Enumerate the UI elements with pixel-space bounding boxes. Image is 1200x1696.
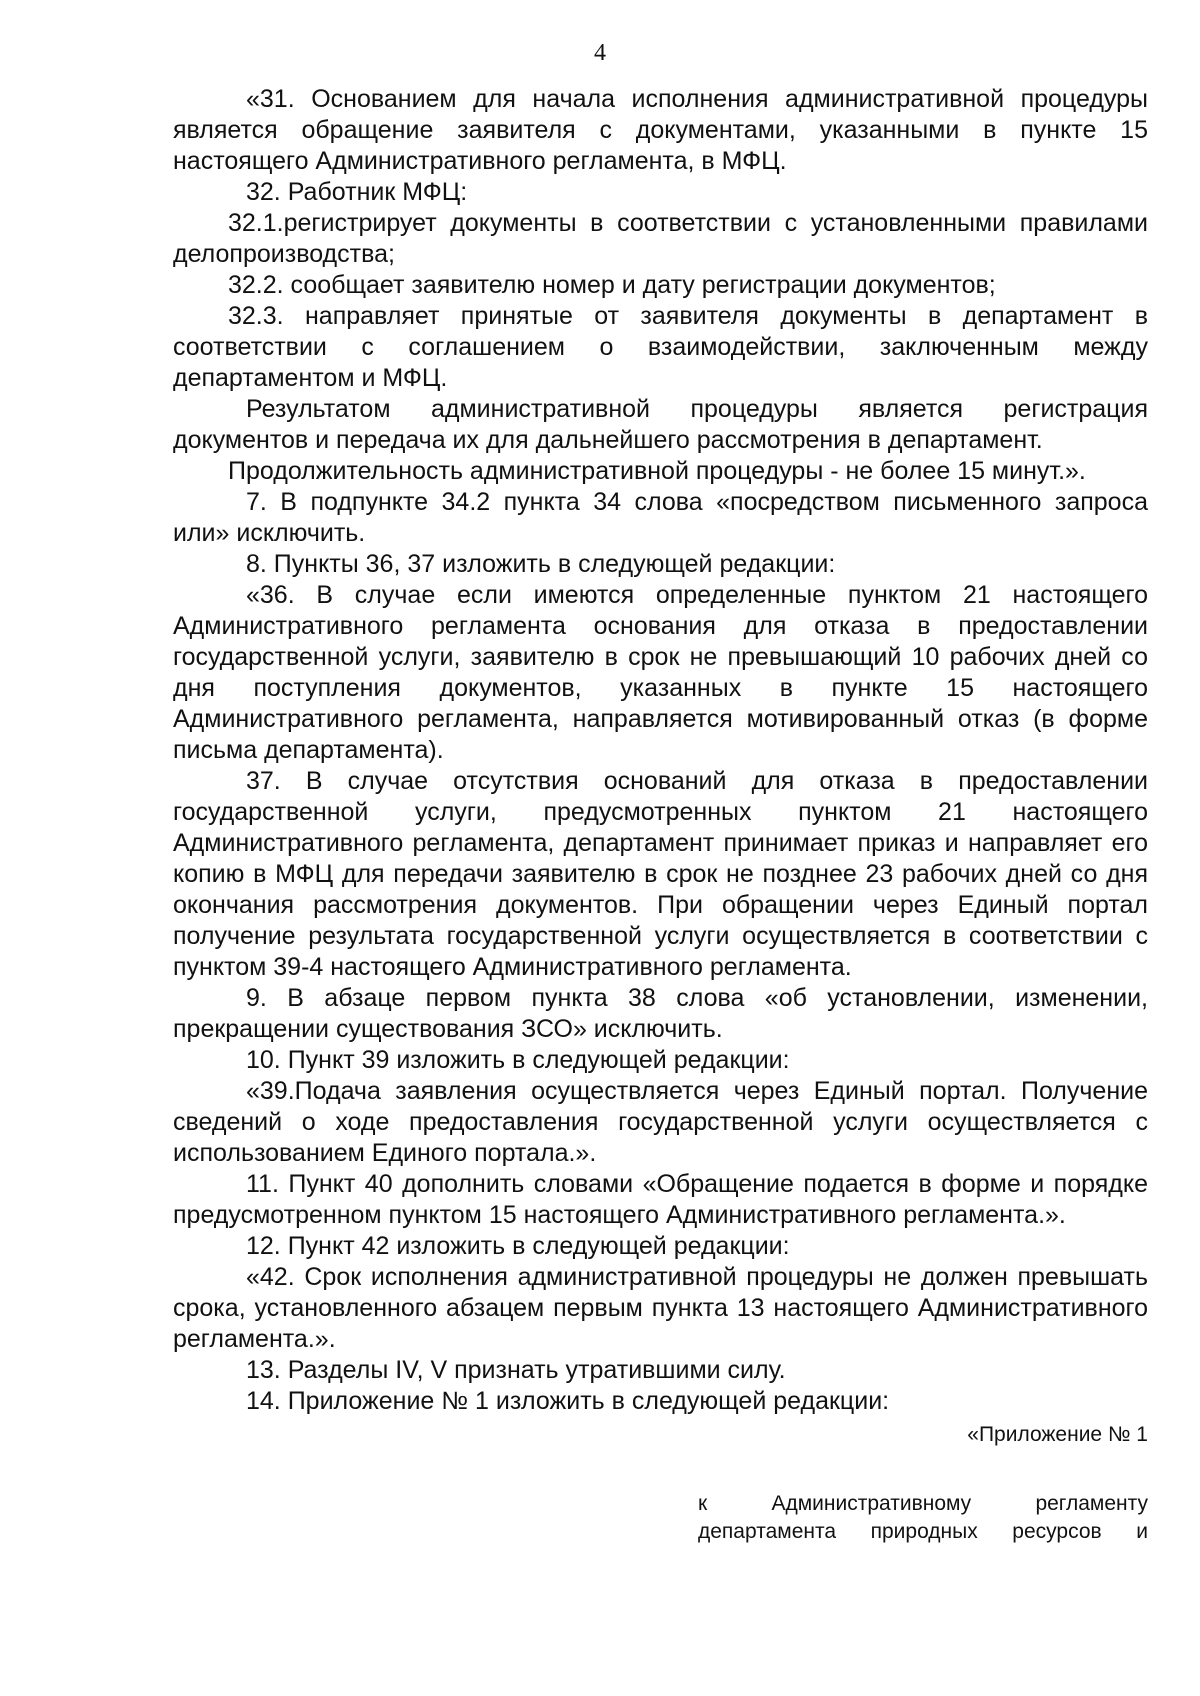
paragraph-13: 13. Разделы IV, V признать утратившими силу. — [246, 1356, 786, 1384]
paragraph-36: «36. В случае если имеются определенные пунктом 21 настоящего Административного регламента основания для отказа в предоставлении государственной услуги, заявителю в срок не превышающий 10 рабочих дней со дня поступления документов, указанных в пункте 15 настоящего Административного регламента, направляется мотивированный отказ (в форме письма департамента). — [173, 581, 1148, 764]
document-body — [173, 84, 1148, 1546]
paragraph-32-3: 32.3. направляет принятые от заявителя документы в департамент в соответствии с соглашением о взаимодействии, заключенным между департаментом и МФЦ. — [173, 302, 1148, 392]
appendix-line-1: к Административному регламенту — [698, 1492, 1148, 1515]
paragraph-39: «39.Подача заявления осуществляется через Единый портал. Получение сведений о ходе предоставления государственной услуги осуществляется с использованием Единого портала.». — [173, 1077, 1148, 1167]
paragraph-14: 14. Приложение № 1 изложить в следующей редакции: — [246, 1387, 890, 1415]
paragraph-42: «42. Срок исполнения административной процедуры не должен превышать срока, установленного абзацем первым пункта 13 настоящего Административного регламента.». — [173, 1263, 1148, 1353]
paragraph-11: 11. Пункт 40 дополнить словами «Обращение подается в форме и порядке предусмотренном пунктом 15 настоящего Административного регламента.». — [173, 1170, 1148, 1229]
appendix-line-2: департамента природных ресурсов и — [698, 1520, 1148, 1543]
paragraph-9: 9. В абзаце первом пункта 38 слова «об установлении, изменении, прекращении существования ЗСО» исключить. — [173, 984, 1148, 1043]
paragraph-12: 12. Пункт 42 изложить в следующей редакции: — [246, 1232, 790, 1260]
paragraph-8: 8. Пункты 36, 37 изложить в следующей редакции: — [246, 550, 836, 578]
paragraph-7: 7. В подпункте 34.2 пункта 34 слова «посредством письменного запроса или» исключить. — [173, 488, 1148, 547]
paragraph-32-1: 32.1.регистрирует документы в соответствии с установленными правилами делопроизводства; — [173, 209, 1148, 268]
paragraph-32: 32. Работник МФЦ: — [246, 178, 468, 206]
paragraph-duration: Продолжительность административной процедуры - не более 15 минут.». — [228, 457, 1086, 485]
paragraph-result: Результатом административной процедуры является регистрация документов и передача их для дальнейшего рассмотрения в департамент. — [173, 395, 1148, 454]
paragraph-31: «31. Основанием для начала исполнения административной процедуры является обращение заявителя с документами, указанными в пункте 15 настоящего Административного регламента, в МФЦ. — [173, 85, 1148, 175]
paragraph-32-2: 32.2. сообщает заявителю номер и дату регистрации документов; — [228, 271, 996, 299]
paragraph-10: 10. Пункт 39 изложить в следующей редакции: — [246, 1046, 790, 1074]
paragraph-37: 37. В случае отсутствия оснований для отказа в предоставлении государственной услуги, предусмотренных пунктом 21 настоящего Административного регламента, департамент принимает приказ и направляет его копию в МФЦ для передачи заявителю в срок не позднее 23 рабочих дней со дня окончания рассмотрения документов. При обращении через Единый портал получение результата государственной услуги осуществляется в соответствии с пунктом 39-4 настоящего Административного регламента. — [173, 767, 1148, 981]
page-number: 4 — [594, 40, 606, 66]
appendix-title: «Приложение № 1 — [967, 1423, 1148, 1446]
